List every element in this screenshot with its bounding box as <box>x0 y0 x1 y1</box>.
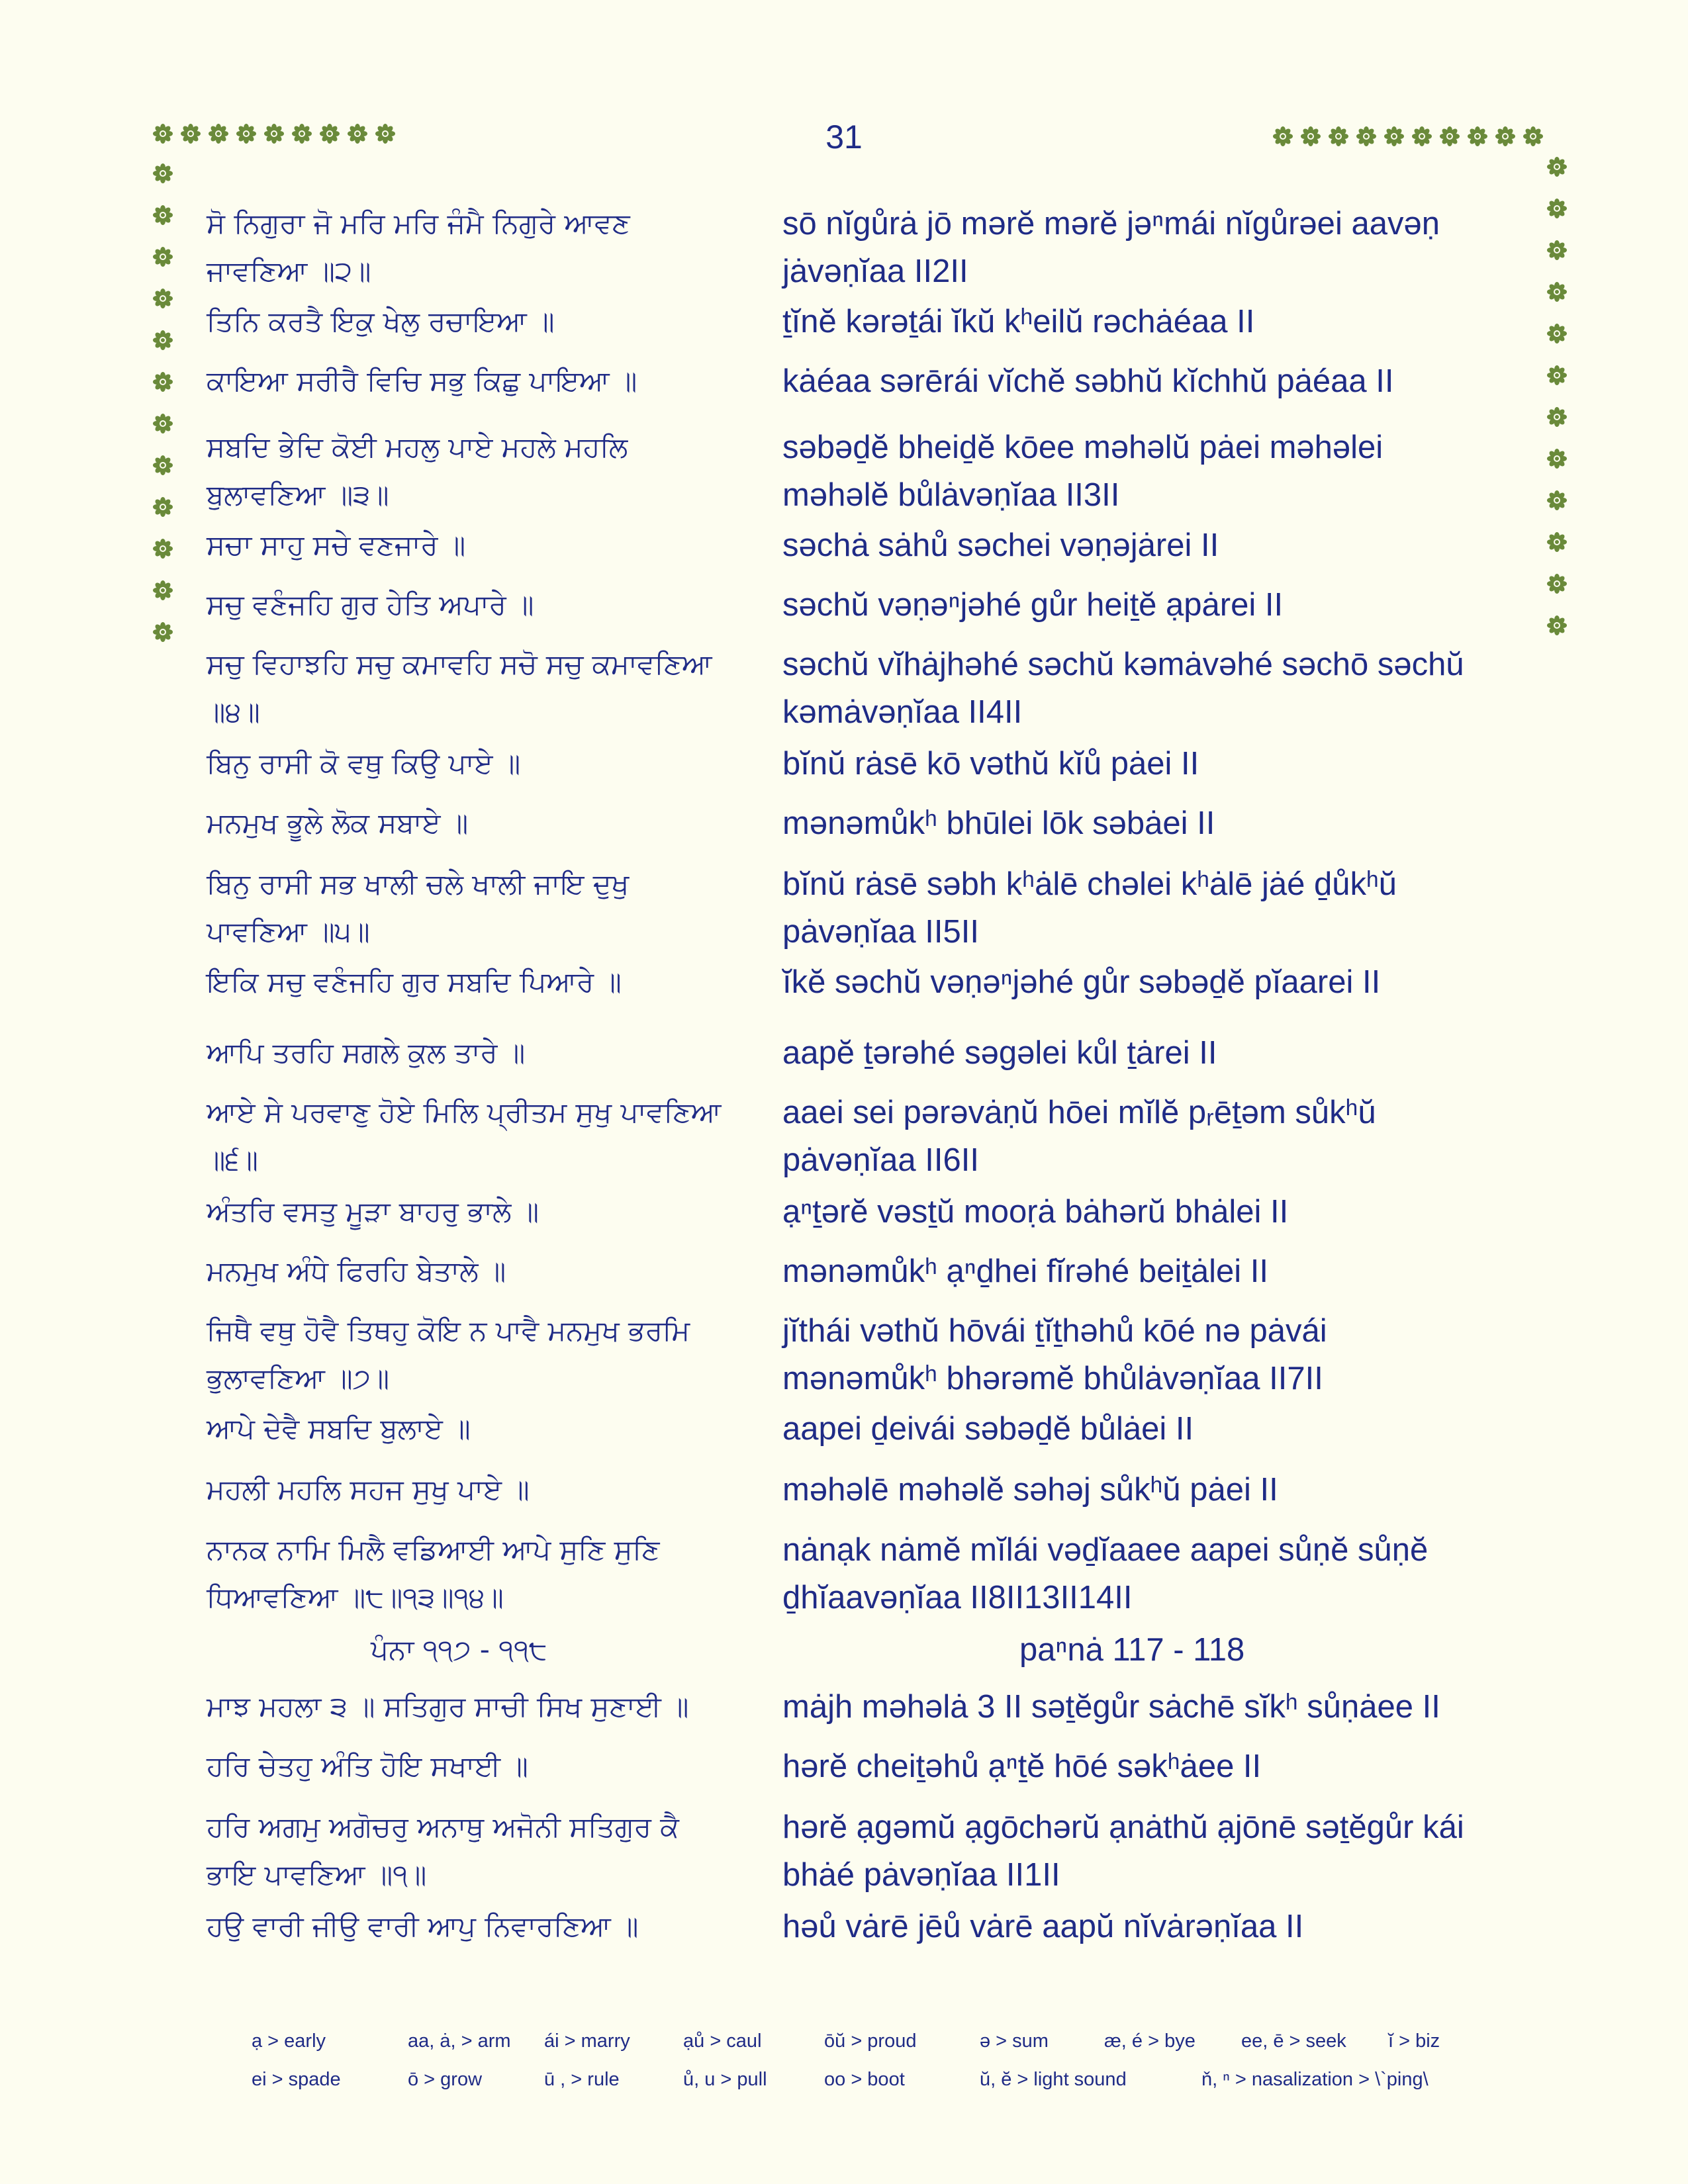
gurmukhi-line: ਸਬਦਿ ਭੇਦਿ ਕੋਈ ਮਹਲੁ ਪਾਏ ਮਹਲੇ ਮਹਲਿ <box>207 431 628 463</box>
flower-ornament-icon <box>208 123 229 144</box>
gurmukhi-line: ਹਰਿ ਚੇਤਹੁ ਅੰਤਿ ਹੋਇ ਸਖਾਈ ॥ <box>207 1750 528 1782</box>
transliteration-line: hərĕ ạgəmŭ ạgōchərŭ ạnȧthŭ ạjōnē səṯĕgůr kái <box>782 1809 1464 1845</box>
transliteration-line: pȧvəṇĭaa II5II <box>782 914 979 950</box>
transliteration-line: ṯĭnĕ kərəṯái ĭkŭ kʰeilŭ rəchȧéaa II <box>782 304 1255 340</box>
pronunciation-legend <box>252 2030 1509 2107</box>
transliteration-line: kȧéaa sərērái vĭchĕ səbhŭ kĭchhŭ pȧéaa II <box>782 363 1394 399</box>
flower-ornament-icon <box>152 621 173 643</box>
transliteration-line: mȧjh məhəlȧ 3 II səṯĕgůr sȧchē sĭkʰ sůṇȧee II <box>782 1689 1440 1725</box>
legend-item: ĭ > biz <box>1388 2030 1440 2052</box>
legend-item: ū , > rule <box>544 2069 620 2090</box>
transliteration-line: məhəlĕ bůlȧvəṇĭaa II3II <box>782 477 1120 513</box>
transliteration-line: kəmȧvəṇĭaa II4II <box>782 694 1023 730</box>
gurmukhi-line: ਹਉ ਵਾਰੀ ਜੀਉ ਵਾਰੀ ਆਪੁ ਨਿਵਾਰਣਿਆ ॥ <box>207 1910 639 1942</box>
flower-ornament-icon <box>347 123 368 144</box>
legend-item: ŭ, ĕ > light sound <box>980 2069 1127 2090</box>
flower-ornament-icon <box>152 288 173 309</box>
transliteration-line: ạⁿṯərĕ vəsṯŭ mooṛȧ bȧhərŭ bhȧlei II <box>782 1194 1289 1230</box>
flower-ornament-icon <box>152 580 173 601</box>
gurmukhi-line: ਜਿਥੈ ਵਥੁ ਹੋਵੈ ਤਿਥਹੁ ਕੋਇ ਨ ਪਾਵੈ ਮਨਮੁਖ ਭਰਮਿ <box>207 1314 690 1347</box>
flower-ornament-icon <box>1546 281 1568 302</box>
gurmukhi-line: ਧਿਆਵਣਿਆ ॥੮॥੧੩॥੧੪॥ <box>207 1581 504 1614</box>
flower-ornament-icon <box>152 538 173 559</box>
flower-ornament-icon <box>152 163 173 184</box>
flower-ornament-icon <box>1546 240 1568 261</box>
gurmukhi-line: ਪਾਵਣਿਆ ॥੫॥ <box>207 915 370 948</box>
legend-item: æ, é > bye <box>1104 2030 1196 2052</box>
transliteration-line: ĭkĕ səchŭ vəṇəⁿjəhé gůr səbəḏĕ pĭaarei II <box>782 964 1381 1000</box>
flower-ornament-icon <box>1272 126 1293 147</box>
legend-item: oo > boot <box>824 2069 905 2090</box>
page-range-roman: paⁿnȧ 117 - 118 <box>1019 1632 1245 1668</box>
gurmukhi-line: ਮਾਝ ਮਹਲਾ ੩ ॥ ਸਤਿਗੁਰ ਸਾਚੀ ਸਿਖ ਸੁਣਾਈ ॥ <box>207 1690 689 1723</box>
gurmukhi-line: ਆਏ ਸੇ ਪਰਵਾਣੁ ਹੋਏ ਮਿਲਿ ਪ੍ਰੀਤਮ ਸੁਖੁ ਪਾਵਣਿਆ <box>207 1096 722 1128</box>
flower-ornament-icon <box>1300 126 1321 147</box>
flower-ornament-icon <box>1467 126 1488 147</box>
legend-item: ōŭ > proud <box>824 2030 917 2052</box>
transliteration-line: səbəḏĕ bheiḏĕ kōee məhəlŭ pȧei məhəlei <box>782 430 1383 465</box>
gurmukhi-line: ਸਚਾ ਸਾਹੁ ਸਚੇ ਵਣਜਾਰੇ ॥ <box>207 529 466 561</box>
transliteration-line: aapei ḏeivái səbəḏĕ bůlȧei II <box>782 1411 1194 1447</box>
transliteration-line: mənəmůkʰ bhūlei lōk səbȧei II <box>782 805 1215 841</box>
flower-ornament-icon <box>180 123 201 144</box>
gurmukhi-line: ਜਾਵਣਿਆ ॥੨॥ <box>207 255 371 287</box>
transliteration-line: mənəmůkʰ bhərəmĕ bhůlȧvəṇĭaa II7II <box>782 1361 1323 1396</box>
flower-ornament-icon <box>1546 198 1568 219</box>
flower-ornament-icon <box>1328 126 1349 147</box>
gurmukhi-line: ਸਚੁ ਵਣੰਜਹਿ ਗੁਰ ਹੇਤਿ ਅਪਾਰੇ ॥ <box>207 588 534 621</box>
transliteration-line: səchȧ sȧhů səchei vəṇəjȧrei II <box>782 527 1219 563</box>
legend-item: ái > marry <box>544 2030 630 2052</box>
flower-ornament-icon <box>1546 365 1568 386</box>
flower-ornament-icon <box>1495 126 1516 147</box>
transliteration-line: nȧnạk nȧmĕ mĭlái vəḏĭaaee aapei sůṇĕ sůṇĕ <box>782 1532 1429 1568</box>
gurmukhi-line: ਬੁਲਾਵਣਿਆ ॥੩॥ <box>207 478 389 511</box>
flower-ornament-icon <box>1546 615 1568 636</box>
gurmukhi-line: ਆਪੇ ਦੇਵੈ ਸਬਦਿ ਬੁਲਾਏ ॥ <box>207 1412 471 1445</box>
flower-ornament-icon <box>1546 531 1568 553</box>
gurmukhi-line: ਆਪਿ ਤਰਹਿ ਸਗਲੇ ਕੁਲ ਤਾਰੇ ॥ <box>207 1036 526 1069</box>
gurmukhi-line: ਮਨਮੁਖ ਭੂਲੇ ਲੋਕ ਸਬਾਏ ॥ <box>207 807 469 839</box>
flower-ornament-icon <box>375 123 396 144</box>
flower-ornament-icon <box>1439 126 1460 147</box>
transliteration-line: pȧvəṇĭaa II6II <box>782 1142 979 1178</box>
gurmukhi-line: ਨਾਨਕ ਨਾਮਿ ਮਿਲੈ ਵਡਿਆਈ ਆਪੇ ਸੁਣਿ ਸੁਣਿ <box>207 1533 660 1566</box>
legend-item: ů, u > pull <box>683 2069 767 2090</box>
transliteration-line: aapĕ ṯərəhé səgəlei kůl ṯȧrei II <box>782 1035 1217 1071</box>
flower-ornament-icon <box>152 371 173 392</box>
transliteration-line: hərĕ cheiṯəhů ạⁿṯĕ hōé səkʰȧee II <box>782 1749 1262 1784</box>
flower-ornament-icon <box>1546 490 1568 511</box>
flower-ornament-icon <box>152 496 173 518</box>
gurmukhi-line: ਸਚੁ ਵਿਹਾਝਹਿ ਸਚੁ ਕਮਾਵਹਿ ਸਚੋ ਸਚੁ ਕਮਾਵਣਿਆ <box>207 648 712 680</box>
transliteration-line: bĭnŭ rȧsē kō vəthŭ kĭů pȧei II <box>782 746 1199 782</box>
gurmukhi-line: ਸੋ ਨਿਗੁਰਾ ਜੋ ਮਰਿ ਮਰਿ ਜੰਮੈ ਨਿਗੁਰੇ ਆਵਣ <box>207 207 630 240</box>
transliteration-line: səchŭ vəṇəⁿjəhé gůr heiṯĕ ạpȧrei II <box>782 587 1284 623</box>
flower-ornament-icon <box>152 455 173 476</box>
gurmukhi-line: ਭੁਲਾਵਣਿਆ ॥੭॥ <box>207 1362 390 1394</box>
transliteration-line: jĭthái vəthŭ hōvái ṯĭṯhəhů kōé nə pȧvái <box>782 1313 1327 1349</box>
transliteration-line: həů vȧrē jēů vȧrē aapŭ nĭvȧrəṇĭaa II <box>782 1909 1304 1944</box>
transliteration-line: sō nĭgůrȧ jō mərĕ mərĕ jəⁿmái nĭgůrəei aavəṇ <box>782 206 1440 242</box>
transliteration-line: mənəmůkʰ ạⁿḏhei fĭrəhé beiṯȧlei II <box>782 1253 1268 1289</box>
flower-ornament-icon <box>236 123 257 144</box>
gurmukhi-line: ਤਿਨਿ ਕਰਤੈ ਇਕੁ ਖੇਲੁ ਰਚਾਇਆ ॥ <box>207 305 555 338</box>
gurmukhi-line: ਅੰਤਰਿ ਵਸਤੁ ਮੂੜਾ ਬਾਹਰੁ ਭਾਲੇ ॥ <box>207 1195 539 1228</box>
flower-ornament-icon <box>1383 126 1405 147</box>
flower-ornament-icon <box>152 246 173 267</box>
legend-row <box>252 2030 1509 2069</box>
legend-item: ei > spade <box>252 2069 341 2090</box>
legend-row <box>252 2069 1509 2107</box>
flower-ornament-icon <box>1411 126 1432 147</box>
legend-item: ạ > early <box>252 2030 326 2052</box>
flower-ornament-icon <box>152 330 173 351</box>
gurmukhi-line: ਕਾਇਆ ਸਰੀਰੈ ਵਿਚਿ ਸਭੁ ਕਿਛੁ ਪਾਇਆ ॥ <box>207 365 637 397</box>
gurmukhi-line: ॥੬॥ <box>207 1144 258 1176</box>
flower-ornament-icon <box>319 123 340 144</box>
gurmukhi-line: ਇਕਿ ਸਚੁ ਵਣੰਜਹਿ ਗੁਰ ਸਬਦਿ ਪਿਆਰੇ ॥ <box>207 966 622 998</box>
flower-ornament-icon <box>263 123 285 144</box>
flower-ornament-icon <box>152 123 173 144</box>
transliteration-line: səchŭ vĭhȧjhəhé səchŭ kəmȧvəhé səchō səchŭ <box>782 647 1464 682</box>
page-range-gurmukhi: ਪੰਨਾ ੧੧੭ - ੧੧੮ <box>371 1633 547 1666</box>
flower-ornament-icon <box>1546 573 1568 594</box>
flower-ornament-icon <box>1546 448 1568 469</box>
flower-ornament-icon <box>152 205 173 226</box>
transliteration-line: jȧvəṇĭaa II2II <box>782 253 968 289</box>
gurmukhi-line: ਹਰਿ ਅਗਮੁ ਅਗੋਚਰੁ ਅਨਾਥੁ ਅਜੋਨੀ ਸਤਿਗੁਰ ਕੈ <box>207 1811 679 1843</box>
flower-ornament-icon <box>1356 126 1377 147</box>
legend-item: ň, ⁿ > nasalization > \`ping\ <box>1201 2069 1429 2090</box>
flower-ornament-icon <box>291 123 312 144</box>
gurmukhi-line: ਬਿਨੁ ਰਾਸੀ ਕੋ ਵਥੁ ਕਿਉ ਪਾਏ ॥ <box>207 747 521 780</box>
flower-ornament-icon <box>1546 406 1568 428</box>
legend-item: ō > grow <box>408 2069 483 2090</box>
page-number: 31 <box>825 118 863 156</box>
transliteration-line: ḏhĭaavəṇĭaa II8II13II14II <box>782 1580 1133 1615</box>
gurmukhi-line: ॥੪॥ <box>207 696 260 728</box>
flower-ornament-icon <box>1523 126 1544 147</box>
transliteration-line: bhȧé pȧvəṇĭaa II1II <box>782 1857 1060 1893</box>
transliteration-line: aaei sei pərəvȧṇŭ hōei mĭlĕ pᵣēṯəm sůkʰŭ <box>782 1095 1376 1130</box>
legend-item: ee, ē > seek <box>1241 2030 1346 2052</box>
flower-ornament-icon <box>152 413 173 434</box>
transliteration-line: məhəlē məhəlĕ səhəj sůkʰŭ pȧei II <box>782 1472 1278 1508</box>
flower-ornament-icon <box>1546 156 1568 177</box>
gurmukhi-line: ਭਾਇ ਪਾਵਣਿਆ ॥੧॥ <box>207 1858 427 1891</box>
gurmukhi-line: ਮਹਲੀ ਮਹਲਿ ਸਹਜ ਸੁਖੁ ਪਾਏ ॥ <box>207 1473 530 1506</box>
legend-item: ə > sum <box>980 2030 1049 2052</box>
gurmukhi-line: ਮਨਮੁਖ ਅੰਧੇ ਫਿਰਹਿ ਬੇਤਾਲੇ ॥ <box>207 1255 506 1287</box>
legend-item: aa, ȧ, > arm <box>408 2030 511 2052</box>
gurmukhi-line: ਬਿਨੁ ਰਾਸੀ ਸਭ ਖਾਲੀ ਚਲੇ ਖਾਲੀ ਜਾਇ ਦੁਖੁ <box>207 868 630 900</box>
legend-item: ạů > caul <box>683 2030 762 2052</box>
flower-ornament-icon <box>1546 323 1568 344</box>
transliteration-line: bĭnŭ rȧsē səbh kʰȧlē chəlei kʰȧlē jȧé ḏůkʰŭ <box>782 866 1397 902</box>
